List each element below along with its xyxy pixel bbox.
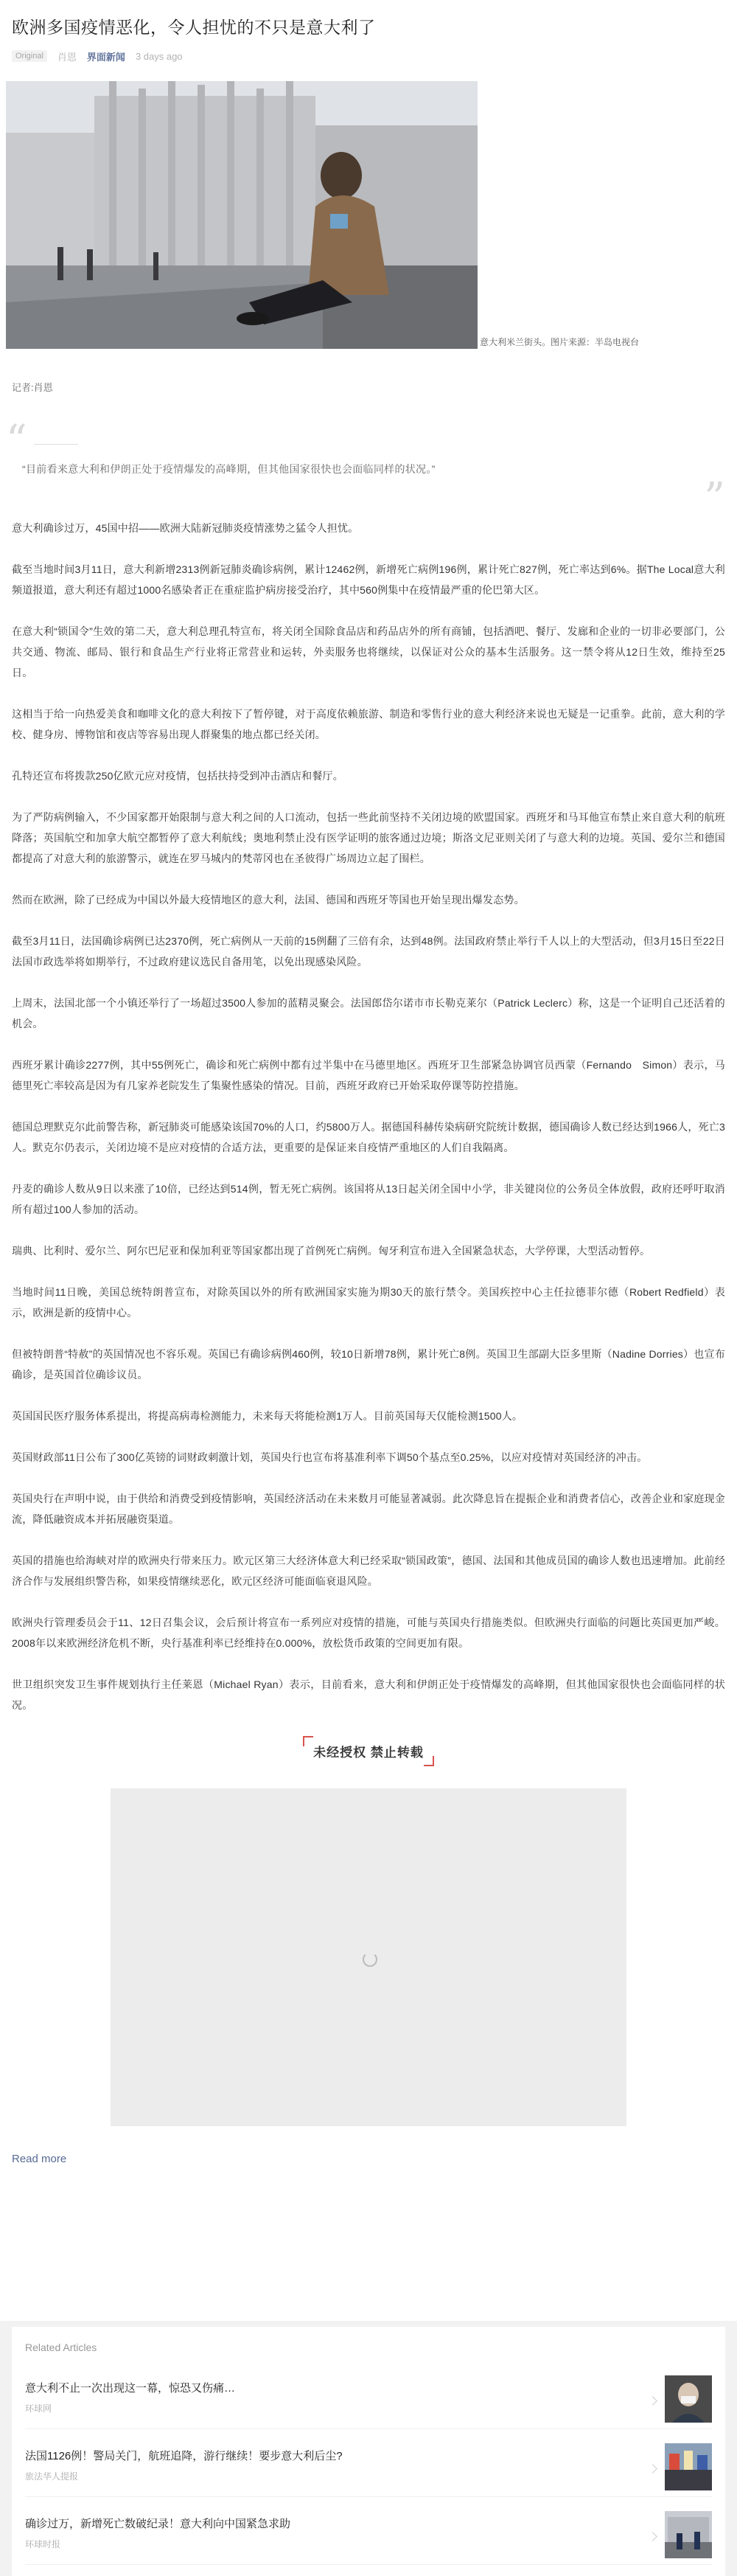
paragraph: 截至3月11日，法国确诊病例已达2370例，死亡病例从一天前的15例翻了三倍有余，达到48例。法国政府禁止举行千人以上的大型活动，但3月15日至22日法国市政选举将如期举行，不过政府建议选民自备用笔，以免出现感染风险。	[12, 935, 725, 968]
related-item-title[interactable]: 法国1126例！警局关门，航班追降，游行继续！要步意大利后尘?	[25, 2450, 343, 2462]
account-link[interactable]: 界面新闻	[86, 51, 125, 63]
corner-tl	[303, 1736, 313, 1746]
related-item-source: 旅法华人提报	[25, 2471, 79, 2482]
paragraph: 英国国民医疗服务体系提出，将提高病毒检测能力，未来每天将能检测1万人。目前英国每天仅能检测1500人。	[12, 1410, 523, 1422]
paragraph: 欧洲央行管理委员会于11、12日召集会议，会后预计将宣布一系列应对疫情的措施，可能与英国央行措施类似。但欧洲央行面临的问题比英国更加严峻。2008年以来欧洲经济危机不断，央行基准利率已经维持在0.000%，放松货币政策的空间更加有限。	[12, 1617, 725, 1649]
related-item-thumbnail[interactable]	[665, 2443, 712, 2490]
original-badge: Original	[12, 50, 47, 62]
related-item-title[interactable]: 意大利不止一次出现这一幕，惊恐又伤痛…	[25, 2382, 236, 2395]
paragraph: 德国总理默克尔此前警告称，新冠肺炎可能感染该国70%的人口，约5800万人。据德国科赫传染病研究院统计数据，德国确诊人数已经达到1966人，死亡3人。默克尔仍表示，关闭边境不是应对疫情的合适方法，更重要的是保证来自疫情严重地区的人们自我隔离。	[12, 1121, 725, 1153]
article-header	[0, 0, 737, 68]
related-heading: Related Articles	[25, 2341, 97, 2353]
paragraph: 西班牙累计确诊2277例，其中55例死亡，确诊和死亡病例中都有过半集中在马德里地区。西班牙卫生部紧急协调官员西蒙（Fernando Simon）表示，马德里死亡率较高是因为有几家养老院发生了集聚性感染的情况。目前，西班牙政府已开始采取停课等防控措施。	[12, 1059, 725, 1091]
related-item-title[interactable]: 确诊过万，新增死亡数破纪录！意大利向中国紧急求助	[25, 2518, 291, 2530]
hero-image[interactable]	[6, 81, 478, 349]
quote-rule	[34, 444, 78, 445]
paragraph: 英国的措施也给海峡对岸的欧洲央行带来压力。欧元区第三大经济体意大利已经采取“锁国政策”，德国、法国和其他成员国的确诊人数也迅速增加。此前经济合作与发展组织警告称，如果疫情继续恶化，欧元区经济可能面临衰退风险。	[12, 1555, 725, 1587]
paragraph: 为了严防病例输入，不少国家都开始限制与意大利之间的人口流动，包括一些此前坚持不关闭边境的欧盟国家。西班牙和马耳他宣布禁止来自意大利的航班降落；英国航空和加拿大航空都暂停了意大利航线；奥地利禁止没有医学证明的旅客通过边境；斯洛文尼亚则关闭了与意大利的边境。英国、爱尔兰和德国都提高了对意大利的旅游警示，就连在罗马城内的梵蒂冈也在圣彼得广场周边立起了围栏。	[12, 811, 725, 864]
copyright-notice-row	[12, 1736, 725, 1766]
quote-text: “目前看来意大利和伊朗正处于疫情爆发的高峰期，但其他国家很快也会面临同样的状况。”	[22, 463, 436, 475]
loading-spinner-icon	[363, 1952, 377, 1967]
chevron-right-icon	[648, 2464, 657, 2473]
paragraph: 但被特朗普“特赦”的英国情况也不容乐观。英国已有确诊病例460例，较10日新增78例，累计死亡8例。英国卫生部副大臣多里斯（Nadine Dorries）也宣布确诊，是英国首位确诊议员。	[12, 1348, 725, 1381]
read-more-link[interactable]: Read more	[12, 2153, 67, 2165]
paragraph: 瑞典、比利时、爱尔兰、阿尔巴尼亚和保加利亚等国家都出现了首例死亡病例。匈牙利宣布进入全国紧急状态，大学停课，大型活动暂停。	[12, 1245, 651, 1257]
paragraph: 英国财政部11日公布了300亿英镑的词财政刺激计划，英国央行也宣布将基准利率下调50个基点至0.25%，以应对疫情对英国经济的冲击。	[12, 1451, 648, 1463]
related-item[interactable]	[25, 2505, 712, 2565]
chevron-right-icon	[648, 2532, 657, 2541]
author-name: 肖恩	[57, 51, 77, 63]
related-item-thumbnail[interactable]	[665, 2511, 712, 2558]
hero-caption: 意大利米兰街头。图片来源：半岛电视台	[480, 337, 640, 347]
publish-time: 3 days ago	[135, 50, 183, 62]
loading-image-placeholder	[111, 1788, 626, 2126]
paragraph: 丹麦的确诊人数从9日以来涨了10倍，已经达到514例，暂无死亡病例。该国将从13日起关闭全国中小学，非关键岗位的公务员全体放假，政府还呼吁取消所有超过100人参加的活动。	[12, 1183, 725, 1215]
lead-quote	[0, 417, 737, 522]
paragraph: 这相当于给一向热爱美食和咖啡文化的意大利按下了暂停键，对于高度依赖旅游、制造和零售行业的意大利经济来说也无疑是一记重拳。此前，意大利的学校、健身房、博物馆和夜店等容易出现人群聚集的地点都已经关闭。	[12, 708, 725, 740]
copyright-text: 未经授权 禁止转载	[313, 1746, 424, 1760]
related-item-source: 环球时报	[25, 2539, 61, 2549]
paragraph: 然而在欧洲，除了已经成为中国以外最大疫情地区的意大利，法国、德国和西班牙等国也开始呈现出爆发态势。	[12, 894, 525, 906]
article-meta	[12, 44, 725, 68]
paragraph: 英国央行在声明中说，由于供给和消费受到疫情影响，英国经济活动在未来数月可能显著减弱。此次降息旨在提振企业和消费者信心，改善企业和家庭现金流，降低融资成本并拓展融资渠道。	[12, 1493, 725, 1525]
close-quote-icon: ”	[704, 474, 725, 522]
paragraph: 孔特还宣布将拨款250亿欧元应对疫情，包括扶持受到冲击酒店和餐厅。	[12, 770, 343, 782]
related-item-thumbnail[interactable]	[665, 2375, 712, 2423]
related-item-source: 环球网	[25, 2403, 52, 2414]
copyright-notice	[303, 1736, 434, 1766]
article-body	[0, 518, 737, 2126]
open-quote-icon: “	[6, 417, 27, 465]
hero-figure	[0, 81, 737, 350]
reporter-line: 记者:肖恩	[12, 382, 53, 393]
related-articles-section	[0, 2321, 737, 2576]
paragraph: 意大利确诊过万，45国中招——欧洲大陆新冠肺炎疫情涨势之猛令人担忧。	[12, 522, 359, 534]
paragraph: 上周末，法国北部一个小镇还举行了一场超过3500人参加的蓝精灵聚会。法国郎岱尔诺市市长勒克莱尔（Patrick Leclerc）称，这是一个证明自己还活着的机会。	[12, 997, 725, 1030]
corner-br	[424, 1756, 434, 1766]
related-item[interactable]	[25, 2437, 712, 2497]
paragraph: 在意大利“锁国令”生效的第二天，意大利总理孔特宣布，将关闭全国除食品店和药品店外的所有商铺，包括酒吧、餐厅、发廊和企业的一切非必要部门，公共交通、物流、邮局、银行和食品生产行业将正常营业和运转，外卖服务也将继续，以保证对公众的基本生活服务。这一禁令将从12日生效，维持至25日。	[12, 625, 725, 678]
paragraph: 当地时间11日晚，美国总统特朗普宣布，对除英国以外的所有欧洲国家实施为期30天的旅行禁令。美国疾控中心主任拉德菲尔德（Robert Redfield）表示，欧洲是新的疫情中心。	[12, 1286, 725, 1319]
related-item[interactable]	[25, 2370, 712, 2429]
article-title: 欧洲多国疫情恶化，令人担忧的不只是意大利了	[12, 18, 376, 37]
paragraph: 截至当地时间3月11日，意大利新增2313例新冠肺炎确诊病例，累计12462例，新增死亡病例196例，累计死亡827例，死亡率达到6%。据The Local意大利频道报道，意大利还有超过1000名感染者正在重症监护病房接受治疗，其中560例集中在疫情最严重的伦巴第大区。	[12, 563, 725, 596]
chevron-right-icon	[648, 2396, 657, 2406]
paragraph: 世卫组织突发卫生事件规划执行主任莱恩（Michael Ryan）表示，目前看来，意大利和伊朗正处于疫情爆发的高峰期，但其他国家很快也会面临同样的状况。	[12, 1678, 725, 1711]
related-articles-card	[12, 2327, 725, 2576]
